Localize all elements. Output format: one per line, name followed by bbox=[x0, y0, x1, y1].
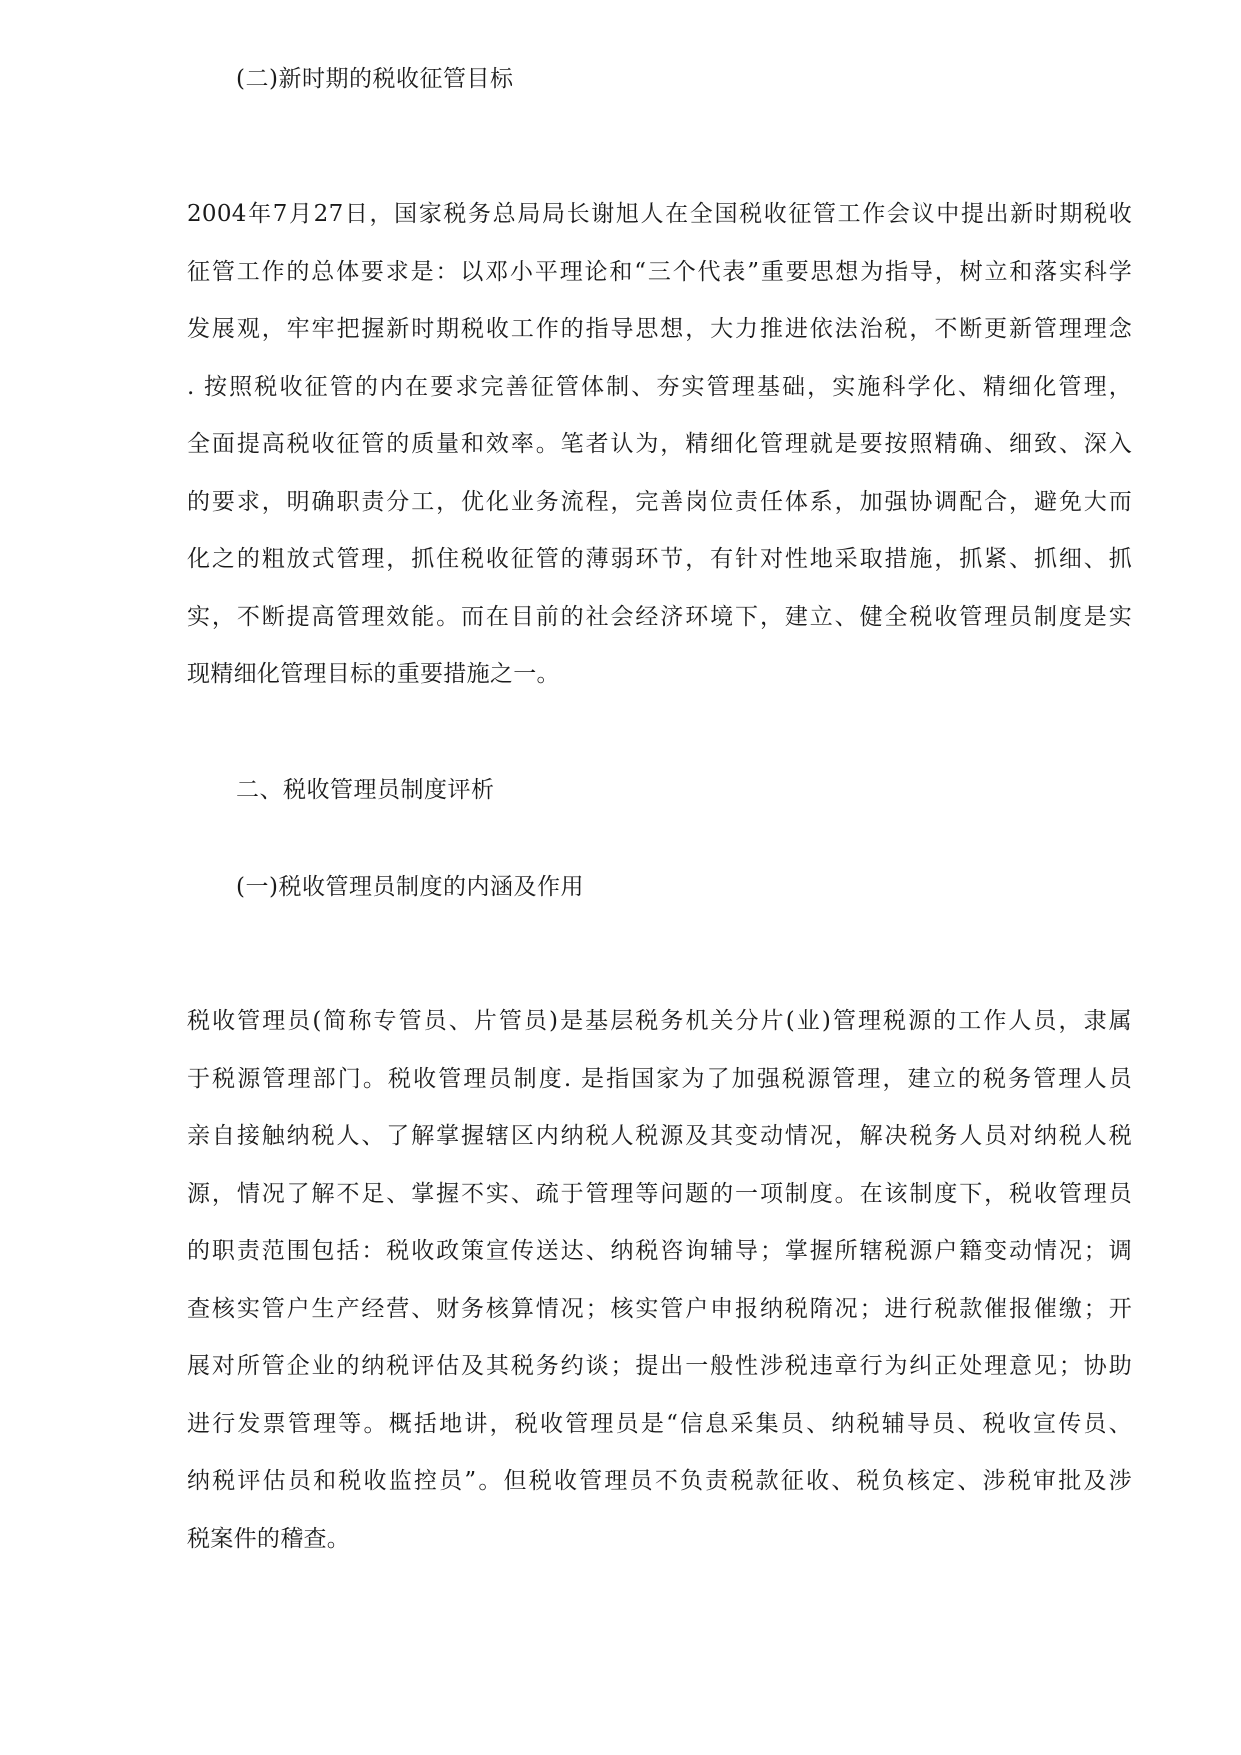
text-line: 税收管理员(简称专管员、片管员)是基层税务机关分片(业)管理税源的工作人员，隶属 bbox=[187, 1008, 1132, 1034]
text-line: 化之的粗放式管理，抓住税收征管的薄弱环节，有针对性地采取措施，抓紧、抓细、抓 bbox=[187, 546, 1132, 572]
text-line: . 按照税收征管的内在要求完善征管体制、夯实管理基础，实施科学化、精细化管理， bbox=[187, 373, 1132, 400]
text-line: 纳税评估员和税收监控员”。但税收管理员不负责税款征收、税负核定、涉税审批及涉 bbox=[187, 1468, 1132, 1494]
text-line: 全面提高税收征管的质量和效率。笔者认为，精细化管理就是要按照精确、细致、深入 bbox=[187, 431, 1132, 457]
paragraph-tax-administrator-definition bbox=[187, 1006, 1132, 1581]
chapter-heading-tax-administrator-system: 二、税收管理员制度评析 bbox=[236, 777, 495, 803]
section-heading-connotation-and-role: (一)税收管理员制度的内涵及作用 bbox=[236, 874, 584, 900]
text-line: 税案件的稽查。 bbox=[187, 1525, 351, 1552]
text-line: 展对所管企业的纳税评估及其税务约谈；提出一般性涉税违章行为纠正处理意见；协助 bbox=[187, 1353, 1132, 1379]
text-line: 的职责范围包括：税收政策宣传送达、纳税咨询辅导；掌握所辖税源户籍变动情况；调 bbox=[187, 1238, 1132, 1264]
text-line: 源，情况了解不足、掌握不实、疏于管理等问题的一项制度。在该制度下，税收管理员 bbox=[187, 1180, 1132, 1207]
text-line: 亲自接触纳税人、了解掌握辖区内纳税人税源及其变动情况，解决税务人员对纳税人税 bbox=[187, 1123, 1132, 1149]
text-line: 2004年7月27日，国家税务总局局长谢旭人在全国税收征管工作会议中提出新时期税收 bbox=[187, 201, 1132, 227]
text-line: 发展观，牢牢把握新时期税收工作的指导思想，大力推进依法治税，不断更新管理理念 bbox=[187, 316, 1132, 342]
text-line: 实，不断提高管理效能。而在目前的社会经济环境下，建立、健全税收管理员制度是实 bbox=[187, 603, 1132, 630]
paragraph-tax-administration-goals bbox=[187, 199, 1132, 717]
text-line: 查核实管户生产经营、财务核算情况；核实管户申报纳税隋况；进行税款催报催缴；开 bbox=[187, 1295, 1132, 1322]
text-line: 进行发票管理等。概括地讲，税收管理员是“信息采集员、纳税辅导员、税收宣传员、 bbox=[187, 1410, 1132, 1437]
section-heading-new-period-goals: (二)新时期的税收征管目标 bbox=[236, 66, 514, 92]
text-line: 现精细化管理目标的重要措施之一。 bbox=[187, 661, 560, 687]
text-line: 征管工作的总体要求是：以邓小平理论和“三个代表”重要思想为指导，树立和落实科学 bbox=[187, 258, 1132, 285]
text-line: 于税源管理部门。税收管理员制度. 是指国家为了加强税源管理，建立的税务管理人员 bbox=[187, 1065, 1132, 1092]
text-line: 的要求，明确职责分工，优化业务流程，完善岗位责任体系，加强协调配合，避免大而 bbox=[187, 488, 1132, 515]
